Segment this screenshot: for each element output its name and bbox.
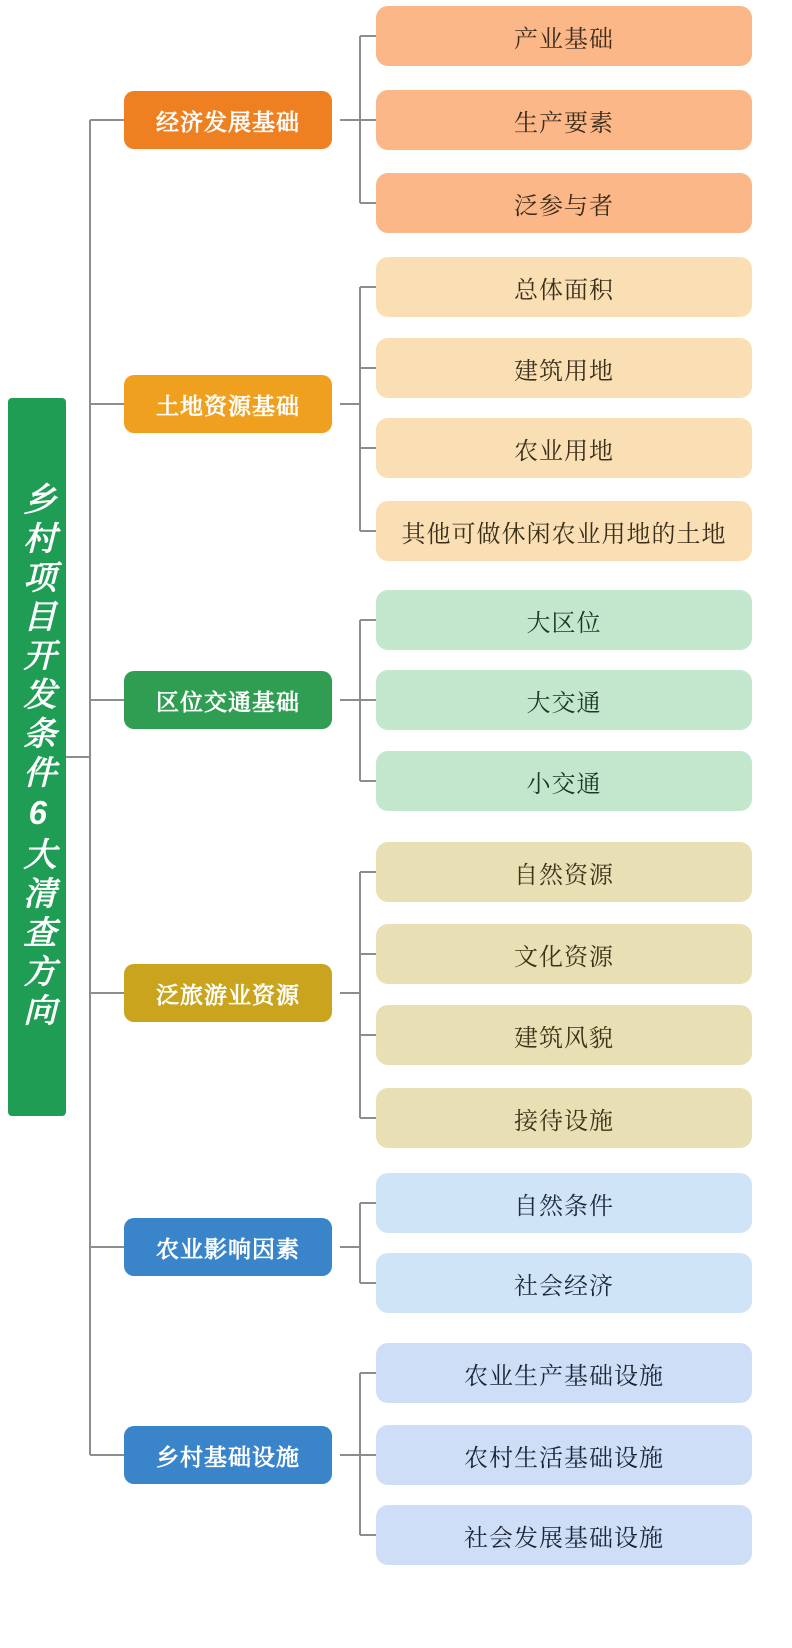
leaf-label: 自然条件 <box>514 1192 614 1220</box>
leaf-label: 接待设施 <box>514 1107 614 1135</box>
leaf-label: 泛参与者 <box>514 192 614 220</box>
leaf-label: 农业用地 <box>514 437 614 465</box>
leaf-node[interactable] <box>376 842 752 902</box>
leaf-label: 小交通 <box>526 770 602 798</box>
leaf-label: 自然资源 <box>514 861 614 889</box>
branch-node-economic[interactable] <box>124 91 332 149</box>
branch-label: 区位交通基础 <box>156 688 300 715</box>
leaf-label: 建筑用地 <box>514 357 614 385</box>
leaf-label: 社会经济 <box>514 1272 614 1300</box>
leaf-node[interactable] <box>376 338 752 398</box>
branch-node-agriculture[interactable] <box>124 1218 332 1276</box>
root-node[interactable] <box>8 398 66 1116</box>
leaf-label: 文化资源 <box>514 943 614 971</box>
branch-node-tourism[interactable] <box>124 964 332 1022</box>
leaf-node[interactable] <box>376 418 752 478</box>
branch-label: 经济发展基础 <box>156 108 300 135</box>
leaf-node[interactable] <box>376 751 752 811</box>
root-node-label: 乡村项目开发条件6大清查方向 <box>19 482 57 1032</box>
leaf-node[interactable] <box>376 590 752 650</box>
leaf-node[interactable] <box>376 6 752 66</box>
leaf-node[interactable] <box>376 1425 752 1485</box>
leaf-label: 农村生活基础设施 <box>464 1444 664 1472</box>
leaf-label: 总体面积 <box>514 276 614 304</box>
leaf-label: 大区位 <box>526 609 602 637</box>
leaf-label: 建筑风貌 <box>514 1024 614 1052</box>
leaf-label: 社会发展基础设施 <box>464 1524 664 1552</box>
leaf-label: 农业生产基础设施 <box>464 1362 664 1390</box>
leaf-node[interactable] <box>376 1253 752 1313</box>
leaf-node[interactable] <box>376 1088 752 1148</box>
branch-label: 泛旅游业资源 <box>156 981 300 1008</box>
leaf-node[interactable] <box>376 1173 752 1233</box>
leaf-node[interactable] <box>376 1005 752 1065</box>
branch-node-infrastructure[interactable] <box>124 1426 332 1484</box>
leaf-node[interactable] <box>376 670 752 730</box>
leaf-node[interactable] <box>376 90 752 150</box>
branch-label: 土地资源基础 <box>156 392 300 419</box>
branch-label: 乡村基础设施 <box>156 1443 300 1470</box>
branch-node-location[interactable] <box>124 671 332 729</box>
leaf-node[interactable] <box>376 173 752 233</box>
leaf-label: 大交通 <box>526 689 602 717</box>
leaf-label: 生产要素 <box>514 109 614 137</box>
leaf-label: 其他可做休闲农业用地的土地 <box>401 520 727 548</box>
leaf-node[interactable] <box>376 1505 752 1565</box>
leaf-node[interactable] <box>376 924 752 984</box>
branch-node-land[interactable] <box>124 375 332 433</box>
leaf-label: 产业基础 <box>514 25 614 53</box>
branch-label: 农业影响因素 <box>156 1235 300 1262</box>
leaf-node[interactable] <box>376 257 752 317</box>
leaf-node[interactable] <box>376 501 752 561</box>
leaf-node[interactable] <box>376 1343 752 1403</box>
